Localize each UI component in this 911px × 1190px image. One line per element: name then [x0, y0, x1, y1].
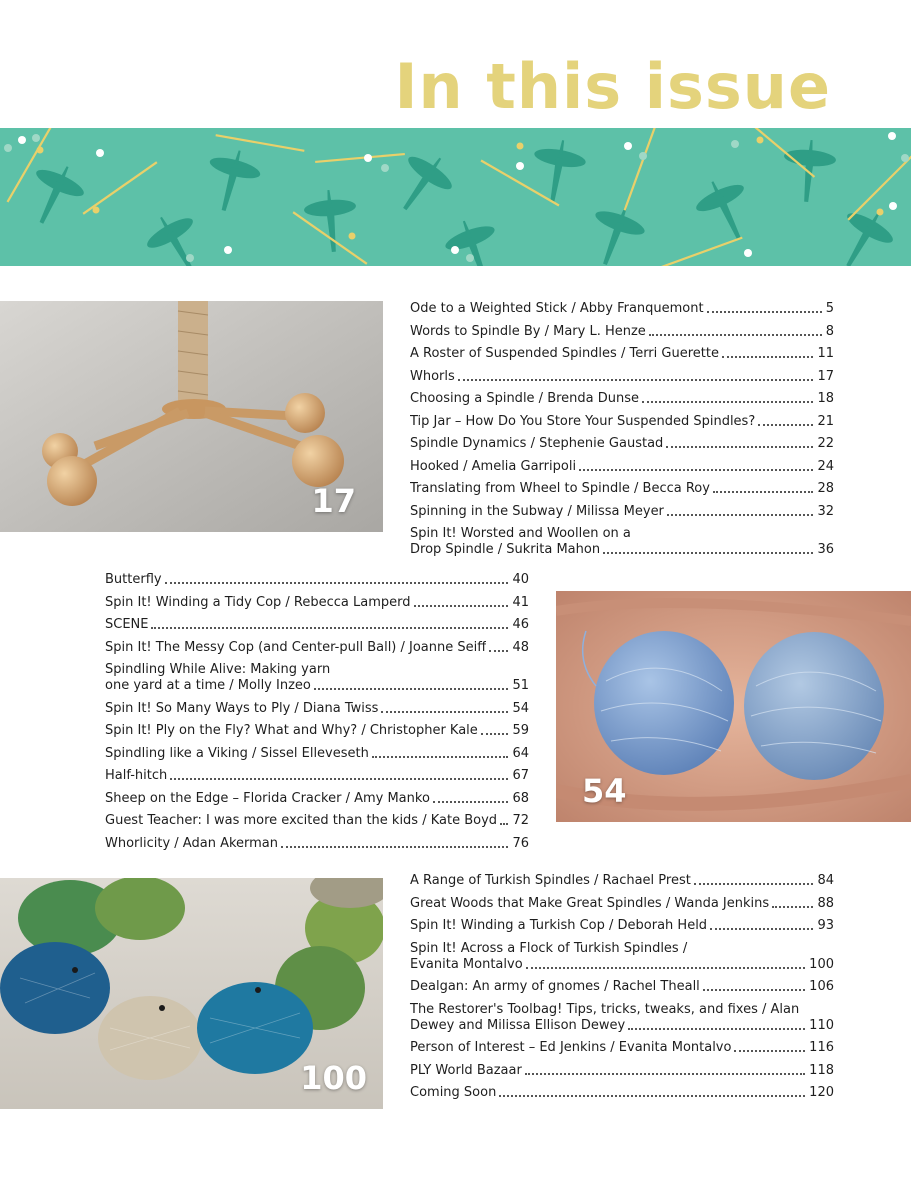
dot-leader — [758, 424, 813, 426]
toc-entry[interactable] — [410, 504, 834, 520]
dot-leader — [526, 967, 806, 969]
dot-leader — [372, 756, 509, 758]
toc-entry[interactable] — [410, 526, 834, 558]
dot-leader — [489, 650, 508, 652]
toc-entry[interactable] — [410, 414, 834, 430]
photo-turkish-cops — [0, 878, 383, 1109]
toc-entry[interactable] — [410, 941, 834, 973]
spindle-pattern-banner — [0, 128, 911, 266]
toc-title: Spinning in the Subway / Milissa Meyer — [410, 503, 664, 519]
toc-entry[interactable] — [105, 723, 529, 739]
toc-title: Half-hitch — [105, 768, 168, 783]
toc-title: Translating from Wheel to Spindle / Becca Roy — [410, 481, 710, 496]
toc-title: Spin It! So Many Ways to Ply / Diana Twiss — [105, 700, 379, 716]
toc-page: 18 — [817, 391, 834, 406]
toc-title: A Range of Turkish Spindles / Rachael Prest — [410, 873, 691, 888]
dot-leader — [500, 823, 508, 825]
toc-title: Tip Jar – How Do You Store Your Suspended Spindles? — [410, 413, 756, 429]
toc-page: 48 — [512, 639, 529, 655]
toc-page: 120 — [809, 1085, 834, 1100]
toc-page: 11 — [817, 346, 834, 361]
toc-title: SCENE — [105, 617, 149, 632]
dot-leader — [713, 491, 814, 493]
toc-entry[interactable] — [410, 369, 834, 385]
dot-leader — [281, 846, 508, 848]
toc-title: Spin It! Ply on the Fly? What and Why? / Christopher Kale — [105, 723, 478, 738]
toc-section-1 — [410, 301, 834, 565]
toc-page: 22 — [817, 436, 834, 451]
toc-entry[interactable] — [105, 595, 529, 611]
dot-leader — [165, 582, 509, 584]
dot-leader — [414, 605, 509, 607]
toc-entry[interactable] — [410, 481, 834, 497]
toc-entry[interactable] — [410, 1002, 834, 1034]
toc-page: 8 — [825, 323, 834, 339]
toc-title: Person of Interest – Ed Jenkins / Evanita Montalvo — [410, 1040, 732, 1055]
toc-entry[interactable] — [410, 1040, 834, 1056]
toc-page: 88 — [817, 895, 834, 911]
toc-page: 41 — [512, 594, 529, 610]
toc-title: Spin It! Winding a Turkish Cop / Deborah Held — [410, 918, 708, 933]
toc-title-line2: Evanita Montalvo — [410, 956, 523, 972]
toc-entry[interactable] — [410, 979, 834, 995]
dot-leader — [694, 883, 814, 885]
toc-page: 110 — [809, 1017, 834, 1033]
toc-page: 40 — [512, 572, 529, 587]
dot-leader — [649, 334, 822, 336]
dot-leader — [722, 356, 814, 358]
toc-title: Spindling like a Viking / Sissel Elleveseth — [105, 745, 369, 761]
toc-title: A Roster of Suspended Spindles / Terri Guerette — [410, 346, 719, 361]
toc-section-2 — [105, 572, 529, 858]
toc-title-line2: one yard at a time / Molly Inzeo — [105, 678, 311, 693]
toc-title-line1: Spin It! Worsted and Woollen on a — [410, 526, 631, 541]
toc-title: Guest Teacher: I was more excited than the kids / Kate Boyd — [105, 813, 498, 828]
toc-page: 106 — [809, 979, 834, 994]
toc-page: 93 — [817, 918, 834, 933]
page-title: In this issue — [394, 50, 831, 123]
photo-page-label: 17 — [311, 482, 356, 520]
toc-page: 24 — [817, 458, 834, 474]
photo-page-label: 100 — [300, 1059, 367, 1097]
toc-page: 59 — [512, 723, 529, 738]
dot-leader — [710, 928, 813, 930]
banner-pattern — [0, 128, 911, 266]
dot-leader — [666, 446, 813, 448]
dot-leader — [667, 514, 814, 516]
toc-entry[interactable] — [410, 459, 834, 475]
dot-leader — [734, 1050, 805, 1052]
toc-page: 32 — [817, 503, 834, 519]
toc-entry[interactable] — [105, 662, 529, 694]
toc-entry[interactable] — [105, 836, 529, 852]
dot-leader — [603, 552, 813, 554]
toc-title: Words to Spindle By / Mary L. Henze — [410, 323, 646, 339]
toc-entry[interactable] — [105, 617, 529, 633]
toc-entry[interactable] — [410, 324, 834, 340]
toc-entry[interactable] — [105, 768, 529, 784]
toc-section-3 — [410, 873, 834, 1108]
toc-title: Sheep on the Edge – Florida Cracker / Amy Manko — [105, 790, 430, 806]
toc-title: Coming Soon — [410, 1085, 497, 1100]
dot-leader — [707, 311, 822, 313]
toc-title: Hooked / Amelia Garripoli — [410, 458, 577, 474]
toc-page: 36 — [817, 542, 834, 557]
toc-title: Spin It! The Messy Cop (and Center-pull Ball) / Joanne Seiff — [105, 639, 487, 655]
toc-entry[interactable] — [105, 701, 529, 717]
toc-title: Spin It! Winding a Tidy Cop / Rebecca Lamperd — [105, 594, 411, 610]
toc-title: Dealgan: An army of gnomes / Rachel Theall — [410, 979, 700, 994]
toc-entry[interactable] — [410, 1063, 834, 1079]
toc-title-line2: Dewey and Milissa Ellison Dewey — [410, 1017, 626, 1033]
dot-leader — [151, 627, 508, 629]
dot-leader — [772, 906, 813, 908]
dot-leader — [703, 989, 805, 991]
dot-leader — [499, 1095, 805, 1097]
toc-page: 46 — [512, 617, 529, 632]
toc-entry[interactable] — [410, 1085, 834, 1101]
photo-spindle-whorl — [0, 301, 383, 532]
toc-page: 67 — [512, 768, 529, 783]
toc-entry[interactable] — [105, 746, 529, 762]
toc-entry[interactable] — [105, 791, 529, 807]
toc-page: 54 — [512, 700, 529, 716]
toc-title-line1: Spin It! Across a Flock of Turkish Spindles / — [410, 940, 688, 956]
toc-page: 68 — [512, 790, 529, 806]
dot-leader — [481, 733, 509, 735]
toc-entry[interactable] — [105, 813, 529, 829]
toc-page: 28 — [817, 481, 834, 496]
toc-page: 64 — [512, 745, 529, 761]
toc-title: Butterfly — [105, 572, 162, 587]
toc-page: 76 — [512, 835, 529, 851]
toc-page: 100 — [809, 956, 834, 972]
toc-page: 51 — [512, 678, 529, 693]
toc-entry[interactable] — [410, 873, 834, 889]
toc-title: Spindle Dynamics / Stephenie Gaustad — [410, 436, 664, 451]
toc-page: 72 — [512, 813, 529, 828]
dot-leader — [628, 1028, 805, 1030]
dot-leader — [433, 801, 509, 803]
toc-entry[interactable] — [105, 640, 529, 656]
photo-yarn-balls — [556, 591, 911, 822]
toc-page: 84 — [817, 873, 834, 888]
toc-entry[interactable] — [410, 391, 834, 407]
toc-entry[interactable] — [105, 572, 529, 588]
toc-entry[interactable] — [410, 436, 834, 452]
toc-title-line2: Drop Spindle / Sukrita Mahon — [410, 542, 601, 557]
toc-title: Whorls — [410, 368, 455, 384]
toc-page: 21 — [817, 413, 834, 429]
dot-leader — [579, 469, 813, 471]
toc-title: Ode to a Weighted Stick / Abby Franquemont — [410, 301, 704, 316]
toc-title: Great Woods that Make Great Spindles / Wanda Jenkins — [410, 895, 770, 911]
photo-page-label: 54 — [582, 772, 627, 810]
dot-leader — [314, 688, 509, 690]
toc-title: PLY World Bazaar — [410, 1062, 522, 1078]
toc-entry[interactable] — [410, 918, 834, 934]
toc-entry[interactable] — [410, 301, 834, 317]
toc-title: Choosing a Spindle / Brenda Dunse — [410, 391, 640, 406]
toc-entry[interactable] — [410, 346, 834, 362]
dot-leader — [170, 778, 508, 780]
dot-leader — [458, 379, 814, 381]
toc-page: 116 — [809, 1040, 834, 1055]
toc-title: Whorlicity / Adan Akerman — [105, 835, 279, 851]
dot-leader — [642, 401, 813, 403]
toc-page: 118 — [809, 1062, 834, 1078]
toc-entry[interactable] — [410, 896, 834, 912]
toc-title-line1: The Restorer's Toolbag! Tips, tricks, tweaks, and fixes / Alan — [410, 1001, 800, 1017]
toc-page: 5 — [825, 301, 834, 316]
dot-leader — [381, 711, 508, 713]
toc-title-line1: Spindling While Alive: Making yarn — [105, 662, 331, 677]
toc-page: 17 — [817, 368, 834, 384]
dot-leader — [525, 1073, 805, 1075]
